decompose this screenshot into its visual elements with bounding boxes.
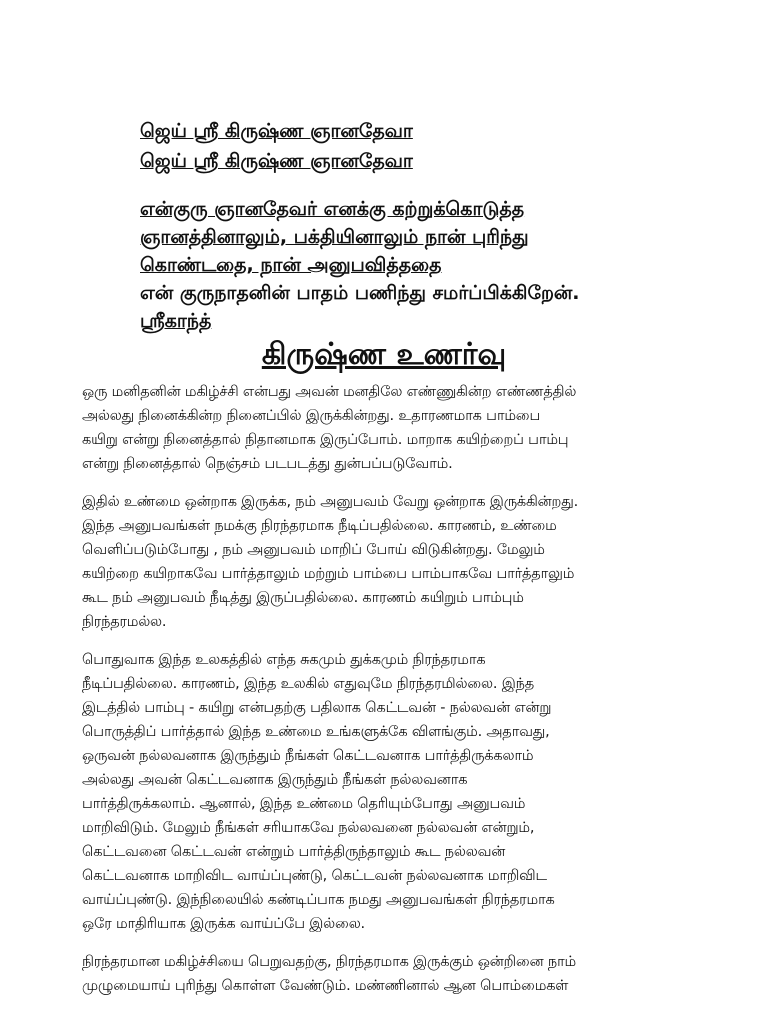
dedication-line: கொண்டதை, நான் அனுபவித்ததை <box>140 254 442 276</box>
text-line: இதில் உண்மை ஒன்றாக இருக்க, நம் அனுபவம் வேறு ஒன்றாக இருக்கின்றது. <box>82 494 578 510</box>
text-line: கூட நம் அனுபவம் நீடித்து இருப்பதில்லை. காரணம் கயிறும் பாம்பும் <box>82 590 524 606</box>
paragraph-2 <box>82 490 692 634</box>
dedication-block <box>140 195 740 335</box>
text-line: ஒரே மாதிரியாக இருக்க வாய்ப்பே இல்லை. <box>82 916 365 932</box>
invocation-line: ஜெய் ஸ்ரீ கிருஷ்ண ஞானதேவா <box>140 120 413 142</box>
text-line: வாய்ப்புண்டு. இந்நிலையில் கண்டிப்பாக நமது அனுபவங்கள் நிரந்தரமாக <box>82 892 555 908</box>
dedication-line: ஞானத்தினாலும், பக்தியினாலும் நான் புரிந்து <box>140 226 529 248</box>
text-line: வெளிப்படும்போது , நம் அனுபவம் மாறிப் போய் விடுகின்றது. மேலும் <box>82 542 545 558</box>
text-line: கயிறு என்று நினைத்தால் நிதானமாக இருப்போம். மாறாக கயிற்றைப் பாம்பு <box>82 432 569 448</box>
text-line: பார்த்திருக்கலாம். ஆனால், இந்த உண்மை தெரியும்போது அனுபவம் <box>82 796 526 812</box>
paragraph-1 <box>82 380 692 476</box>
text-line: கயிற்றை கயிறாகவே பார்த்தாலும் மற்றும் பாம்பை பாம்பாகவே பார்த்தாலும் <box>82 566 575 582</box>
text-line: நிரந்தரமான மகிழ்ச்சியை பெறுவதற்கு, நிரந்தரமாக இருக்கும் ஒன்றினை நாம் <box>82 954 577 970</box>
text-line: ஒரு மனிதனின் மகிழ்ச்சி என்பது அவன் மனதிலே எண்ணுகின்ற எண்ணத்தில் <box>82 384 577 400</box>
text-line: நீடிப்பதில்லை. காரணம், இந்த உலகில் எதுவுமே நிரந்தரமில்லை. இந்த <box>82 676 534 692</box>
text-line: பொருத்திப் பார்த்தால் இந்த உண்மை உங்களுக்கே விளங்கும். அதாவது, <box>82 724 550 740</box>
text-line: இந்த அனுபவங்கள் நமக்கு நிரந்தரமாக நீடிப்பதில்லை. காரணம், உண்மை <box>82 518 557 534</box>
text-line: அல்லது நினைக்கின்ற நினைப்பில் இருக்கின்றது. உதாரணமாக பாம்பை <box>82 408 541 424</box>
text-line: மாறிவிடும். மேலும் நீங்கள் சரியாகவே நல்லவனை நல்லவன் என்றும், <box>82 820 535 836</box>
text-line: கெட்டவனாக மாறிவிட வாய்ப்புண்டு, கெட்டவன் நல்லவனாக மாறிவிட <box>82 868 547 884</box>
invocation-line: ஜெய் ஸ்ரீ கிருஷ்ண ஞானதேவா <box>140 150 413 172</box>
text-line: இடத்தில் பாம்பு - கயிறு என்பதற்கு பதிலாக கெட்டவன் - நல்லவன் என்று <box>82 700 552 716</box>
dedication-line: என் குருநாதனின் பாதம் பணிந்து சமர்ப்பிக்கிறேன். <box>140 282 580 304</box>
text-line: அல்லது அவன் கெட்டவனாக இருந்தும் நீங்கள் நல்லவனாக <box>82 772 468 788</box>
dedication-line: என்குரு ஞானதேவர் எனக்கு கற்றுக்கொடுத்த <box>140 198 525 220</box>
author-name: ஸ்ரீகாந்த் <box>140 310 212 332</box>
text-line: நிரந்தரமல்ல. <box>82 614 167 630</box>
page-title: கிருஷ்ண உணர்வு <box>261 337 507 372</box>
text-line: ஒருவன் நல்லவனாக இருந்தும் நீங்கள் கெட்டவனாக பார்த்திருக்கலாம் <box>82 748 534 764</box>
text-line: பொதுவாக இந்த உலகத்தில் எந்த சுகமும் துக்கமும் நிரந்தரமாக <box>82 652 486 668</box>
text-line: கெட்டவனை கெட்டவன் என்றும் பார்த்திருந்தாலும் கூட நல்லவன் <box>82 844 506 860</box>
paragraph-4 <box>82 950 692 998</box>
text-line: முழுமையாய் புரிந்து கொள்ள வேண்டும். மண்ணினால் ஆன பொம்மைகள் <box>82 978 569 994</box>
paragraph-3 <box>82 648 692 936</box>
invocation-header <box>140 116 740 176</box>
text-line: என்று நினைத்தால் நெஞ்சம் படபடத்து துன்பப்படுவோம். <box>82 456 453 472</box>
body-text <box>82 380 692 1012</box>
